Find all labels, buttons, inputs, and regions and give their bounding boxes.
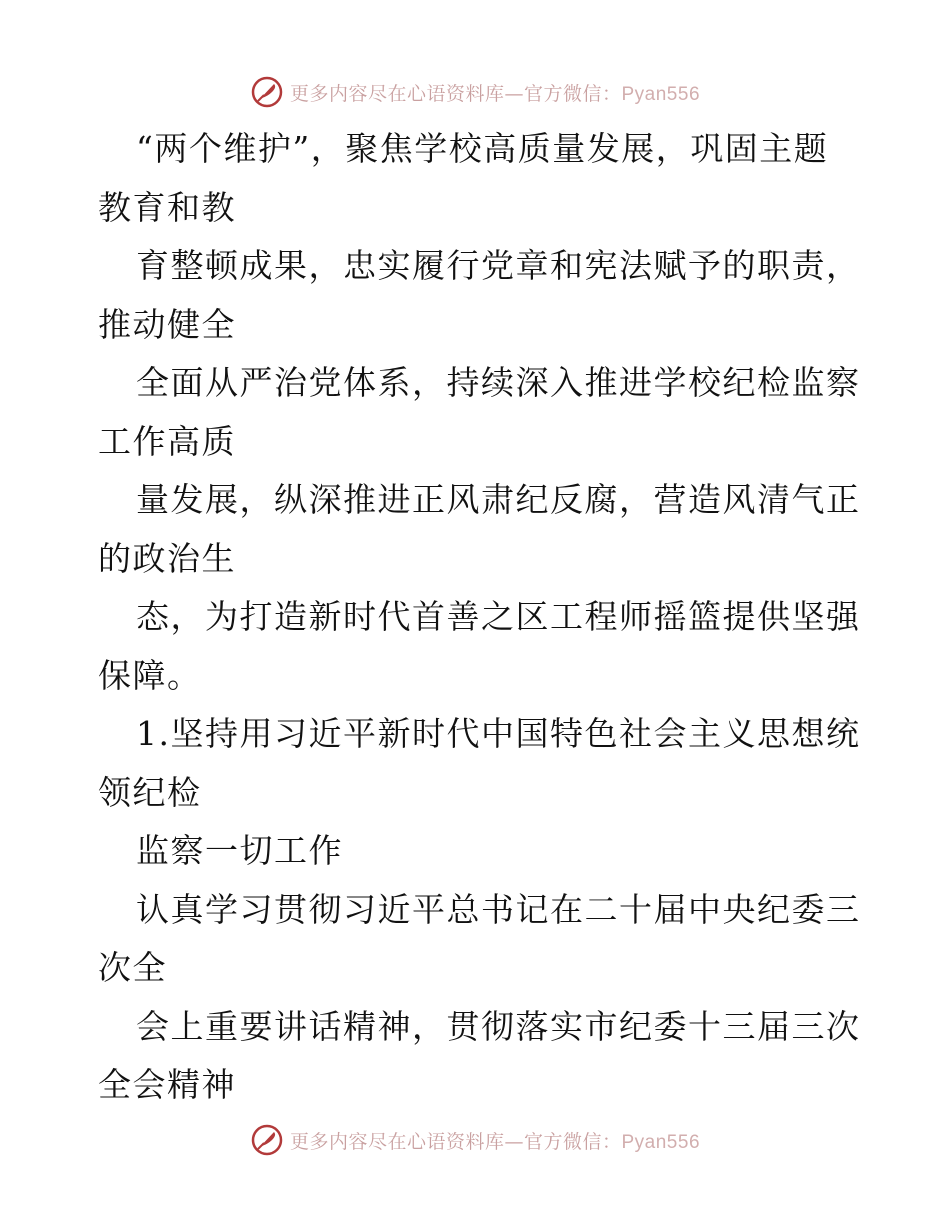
body-line: 量发展，纵深推进正风肃纪反腐，营造风清气正 <box>136 480 861 519</box>
header-wechat-id: Pyan556 <box>621 83 701 105</box>
body-line: 的政治生 <box>98 538 236 578</box>
body-line: 全面从严治党体系，持续深入推进学校纪检监察 <box>136 363 861 402</box>
body-line: 全会精神 <box>98 1065 236 1104</box>
body-line: 1.坚持用习近平新时代中国特色社会主义思想统 <box>136 714 861 753</box>
header-watermark-banner <box>0 72 950 112</box>
feather-logo-icon <box>250 75 284 109</box>
header-banner-text <box>290 79 700 106</box>
body-line: 保障。 <box>98 655 202 695</box>
body-line: 会上重要讲话精神，贯彻落实市纪委十三届三次 <box>136 1006 861 1046</box>
body-line: 育整顿成果，忠实履行党章和宪法赋予的职责， <box>136 246 861 285</box>
body-line: “两个维护”，聚焦学校高质量发展，巩固主题 <box>136 129 829 168</box>
body-line: 态，为打造新时代首善之区工程师摇篮提供坚强 <box>136 597 861 636</box>
footer-banner-text <box>290 1127 700 1154</box>
footer-banner-label: 更多内容尽在心语资料库—官方微信： <box>289 1130 622 1153</box>
header-banner-label: 更多内容尽在心语资料库—官方微信： <box>289 82 622 105</box>
body-line: 次全 <box>98 948 167 987</box>
body-line: 监察一切工作 <box>136 831 343 870</box>
footer-watermark-banner <box>0 1120 950 1160</box>
footer-wechat-id: Pyan556 <box>621 1131 701 1153</box>
body-line: 推动健全 <box>98 304 236 344</box>
document-body <box>98 120 861 1115</box>
body-line: 教育和教 <box>98 187 236 227</box>
body-line: 领纪检 <box>98 772 202 812</box>
feather-logo-icon <box>250 1123 284 1157</box>
body-line: 工作高质 <box>98 421 236 461</box>
body-line: 认真学习贯彻习近平总书记在二十届中央纪委三 <box>136 889 861 929</box>
